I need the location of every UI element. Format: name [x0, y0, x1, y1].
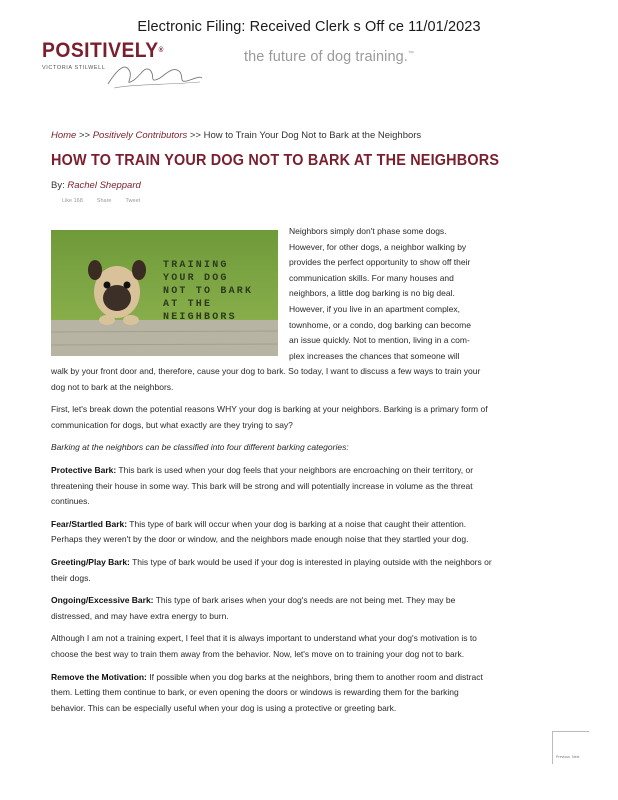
logo-wordmark: POSITIVELY: [42, 39, 159, 62]
hero-text-line: NOT TO BARK: [163, 286, 254, 297]
logo-registered-mark: ®: [158, 47, 164, 54]
article-body: [51, 364, 494, 716]
breadcrumb-home-link[interactable]: Home: [51, 130, 77, 141]
page-nav-box: [552, 731, 589, 764]
logo-subtitle: VICTORIA STILWELL: [42, 65, 106, 71]
intro-column: Neighbors simply don't phase some dogs. However, for other dogs, a neighbor walking by provides the perfect opportunity to show off their communication skills. For many houses and neighbors, a little dog barking is no big deal. However, if you live in an apartment complex, townhome, or a condo, dog barking can become an issue quickly. Not to mention, living in a com- plex increases the chances that someone will: [289, 226, 471, 361]
site-logo[interactable]: [42, 40, 212, 88]
paragraph-greeting: Greeting/Play Bark: This type of bark would be used if your dog is interested in playing outside with the neighbors or their dogs.: [51, 556, 492, 583]
previous-link[interactable]: Previous: [556, 755, 570, 759]
site-tagline: the future of dog training.™: [244, 49, 415, 65]
hero-text-line: YOUR DOG: [163, 273, 229, 284]
share-bar: [62, 198, 154, 204]
author-link[interactable]: Rachel Sheppard: [67, 180, 141, 191]
byline: By: Rachel Sheppard: [51, 180, 141, 191]
signature-graphic: [104, 58, 204, 90]
tweet-button[interactable]: Tweet: [125, 198, 141, 204]
article-title: HOW TO TRAIN YOUR DOG NOT TO BARK AT THE NEIGHBORS: [51, 152, 500, 169]
hero-text-line: NEIGHBORS: [163, 312, 237, 323]
paragraph-why: First, let's break down the potential reasons WHY your dog is barking at your neighbors. Barking is a primary form of communication for dogs, but what exactly are they trying to say?: [51, 404, 488, 430]
hero-text-line: AT THE: [163, 299, 213, 310]
paragraph-expert: Although I am not a training expert, I feel that it is always important to understand what your dog's motivation is to choose the best way to train them away from the behavior. Now, let's move on to training your dog not to bark.: [51, 633, 477, 659]
next-link[interactable]: Next: [572, 755, 580, 759]
intro-continuation: walk by your front door and, therefore, cause your dog to bark. So today, I want to discuss a few ways to train your dog not to bark at the neighbors.: [51, 366, 481, 392]
paragraph-categories: Barking at the neighbors can be classified into four different barking categories:: [51, 442, 349, 453]
hero-image: [51, 230, 278, 356]
breadcrumb: Home >> Positively Contributors >> How to Train Your Dog Not to Bark at the Neighbors: [51, 130, 422, 141]
breadcrumb-contributors-link[interactable]: Positively Contributors: [92, 130, 188, 141]
paragraph-ongoing: Ongoing/Excessive Bark: This type of bark arises when your dog's needs are not being met. They may be distressed, and may have extra energy to burn.: [51, 595, 456, 621]
share-button[interactable]: Share: [96, 198, 112, 204]
like-button[interactable]: Like 168: [62, 198, 83, 204]
paragraph-fear: Fear/Startled Bark: This type of bark will occur when your dog is barking at a noise that caught their attention. Perhaps they weren't by the door or window, and the neighbors made enough noise that they startled your dog.: [51, 518, 469, 545]
paragraph-protective: Protective Bark: This bark is used when your dog feels that your neighbors are encroaching on their territory, or threatening their house in some way. This bark will be strong and will potentially increase in volume as the threat continues.: [51, 464, 474, 507]
filing-stamp: Electronic Filing: Received Clerk s Off ce 11/01/2023: [137, 19, 481, 35]
paragraph-remove-motivation: Remove the Motivation: If possible when you dog barks at the neighbors, bring them to another room and distract them. Letting them continue to bark, or even opening the doors or windows is rewarding them for the barking behavior. This can be especially useful when your dog is using a protective or greeting bark.: [51, 671, 483, 713]
hero-text-line: TRAINING: [163, 260, 229, 271]
breadcrumb-current: How to Train Your Dog Not to Bark at the Neighbors: [203, 130, 422, 141]
